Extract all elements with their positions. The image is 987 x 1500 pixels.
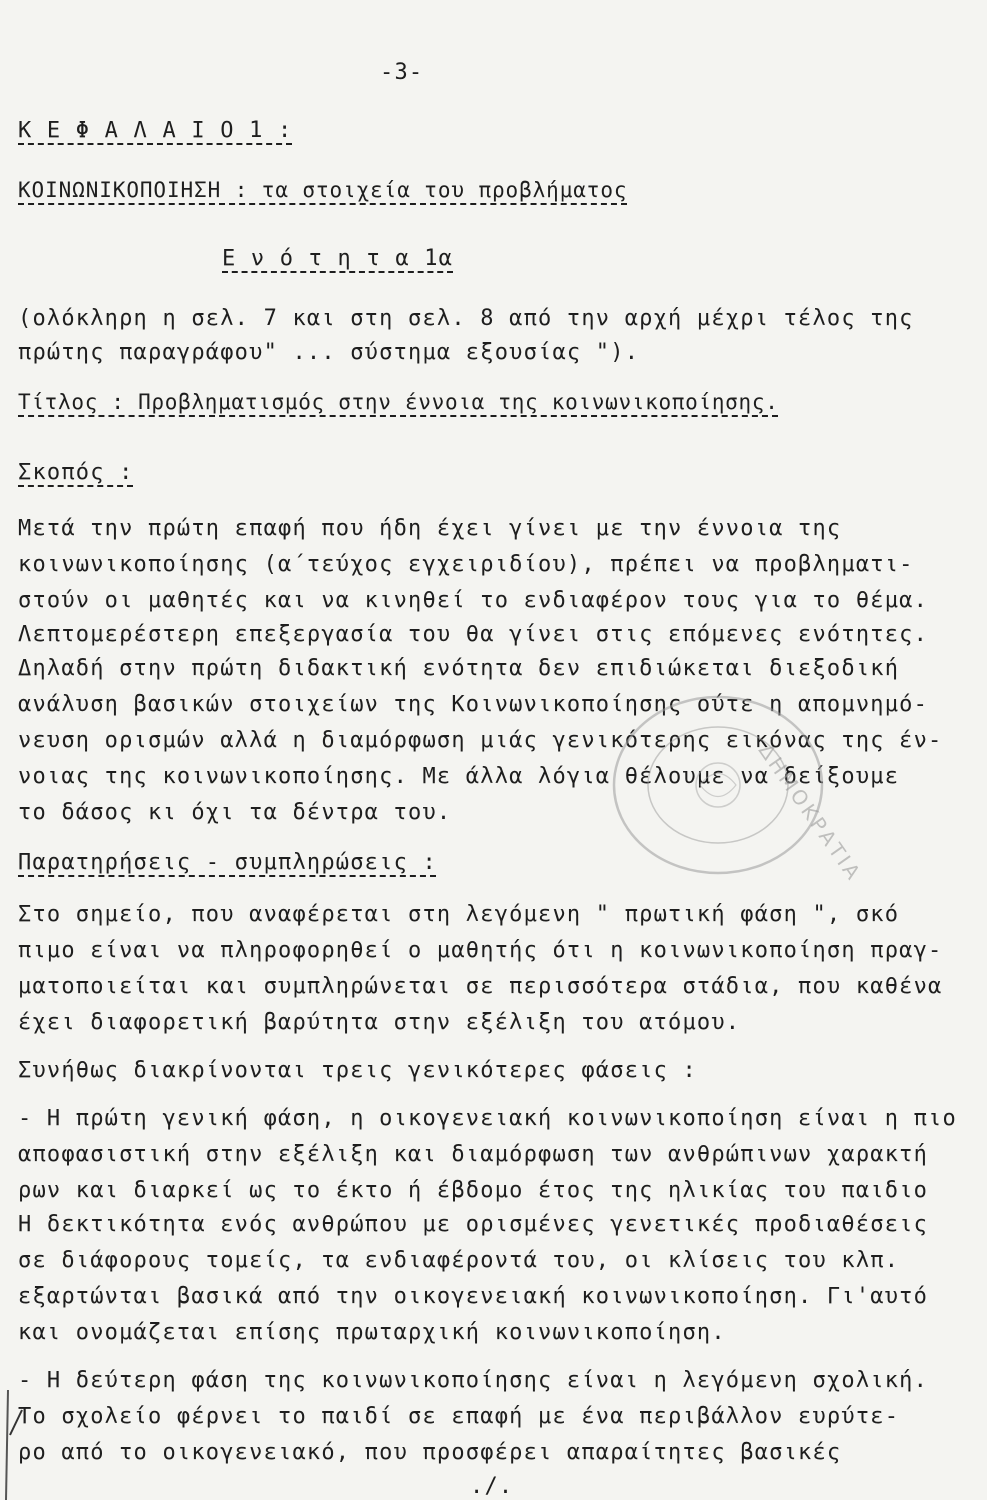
- purpose-line: νευση ορισμών αλλά η διαμόρφωση μιάς γενικότερης εικόνας της έν-: [18, 728, 943, 753]
- phase1-line: Η δεκτικότητα ενός ανθρώπου με ορισμένες γενετικές προδιαθέσεις: [18, 1212, 929, 1237]
- remarks-line: Στο σημείο, που αναφέρεται στη λεγόμενη " πρωτική φάση ", σκό: [18, 902, 900, 927]
- phase2-line: ρο από το οικογενειακό, που προσφέρει απαραίτητες βασικές: [18, 1440, 842, 1465]
- binding-marks: [0, 1390, 30, 1500]
- phase1-line: - Η πρώτη γενική φάση, η οικογενειακή κοινωνικοποίηση είναι η πιο: [18, 1106, 957, 1131]
- phase2-line: - Η δεύτερη φάση της κοινωνικοποίησης είναι η λεγόμενη σχολική.: [18, 1368, 929, 1393]
- official-stamp: [608, 690, 867, 886]
- purpose-heading: Σκοπός :: [18, 460, 134, 485]
- phase1-line: σε διάφορους τομείς, τα ενδιαφέροντά του, οι κλίσεις του κλπ.: [18, 1248, 900, 1273]
- continuation-mark: ./.: [470, 1474, 514, 1499]
- purpose-line: Δηλαδή στην πρώτη διδακτική ενότητα δεν επιδιώκεται διεξοδική: [18, 656, 900, 681]
- scope-line: πρώτης παραγράφου" ... σύστημα εξουσίας ").: [18, 340, 640, 365]
- remarks-line: Συνήθως διακρίνονται τρεις γενικότερες φάσεις :: [18, 1058, 697, 1083]
- purpose-line: το δάσος κι όχι τα δέντρα του.: [18, 800, 452, 825]
- chapter-heading: Κ Ε Φ Α Λ Α Ι Ο 1 :: [18, 118, 293, 143]
- remarks-line: ματοποιείται και συμπληρώνεται σε περισσότερα στάδια, που καθένα: [18, 974, 943, 999]
- purpose-line: Μετά την πρώτη επαφή που ήδη έχει γίνει με την έννοια της: [18, 516, 842, 541]
- remarks-line: πιμο είναι να πληροφορηθεί ο μαθητής ότι η κοινωνικοποίηση πραγ-: [18, 938, 943, 963]
- stamp-text: ΔΗΜΟΚΡΑΤΙΑ: [753, 739, 867, 886]
- phase1-line: αποφασιστική στην εξέλιξη και διαμόρφωση των ανθρώπινων χαρακτή: [18, 1142, 929, 1167]
- remarks-heading: Παρατηρήσεις - συμπληρώσεις :: [18, 850, 437, 875]
- phase1-line: και ονομάζεται επίσης πρωταρχική κοινωνικοποίηση.: [18, 1320, 726, 1345]
- chapter-subtitle: ΚΟΙΝΩΝΙΚΟΠΟΙΗΣΗ : τα στοιχεία του προβλήματος: [18, 178, 628, 202]
- purpose-line: ανάλυση βασικών στοιχείων της Κοινωνικοποίησης ούτε η απομνημό-: [18, 692, 929, 717]
- purpose-line: κοινωνικοποίησης (α΄τεύχος εγχειριδίου), πρέπει να προβληματι-: [18, 552, 914, 577]
- title-line: Τίτλος : Προβληματισμός στην έννοια της κοινωνικοποίησης.: [18, 390, 779, 414]
- remarks-line: έχει διαφορετική βαρύτητα στην εξέλιξη του ατόμου.: [18, 1010, 741, 1035]
- unit-heading: Ε ν ό τ η τ α 1α: [222, 246, 454, 271]
- purpose-line: νοιας της κοινωνικοποίησης. Με άλλα λόγια θέλουμε να δείξουμε: [18, 764, 900, 789]
- purpose-line: Λεπτομερέστερη επεξεργασία του θα γίνει στις επόμενες ενότητες.: [18, 622, 929, 647]
- phase1-line: εξαρτώνται βασικά από την οικογενειακή κοινωνικοποίηση. Γι'αυτό: [18, 1284, 929, 1309]
- phase1-line: ρων και διαρκεί ως το έκτο ή έβδομο έτος της ηλικίας του παιδιο: [18, 1178, 929, 1203]
- scope-line: (ολόκληρη η σελ. 7 και στη σελ. 8 από την αρχή μέχρι τέλος της: [18, 306, 914, 331]
- phase2-line: Το σχολείο φέρνει το παιδί σε επαφή με ένα περιβάλλον ευρύτε-: [18, 1404, 900, 1429]
- page-number: -3-: [380, 60, 424, 85]
- purpose-line: στούν οι μαθητές και να κινηθεί το ενδιαφέρον τους για το θέμα.: [18, 588, 929, 613]
